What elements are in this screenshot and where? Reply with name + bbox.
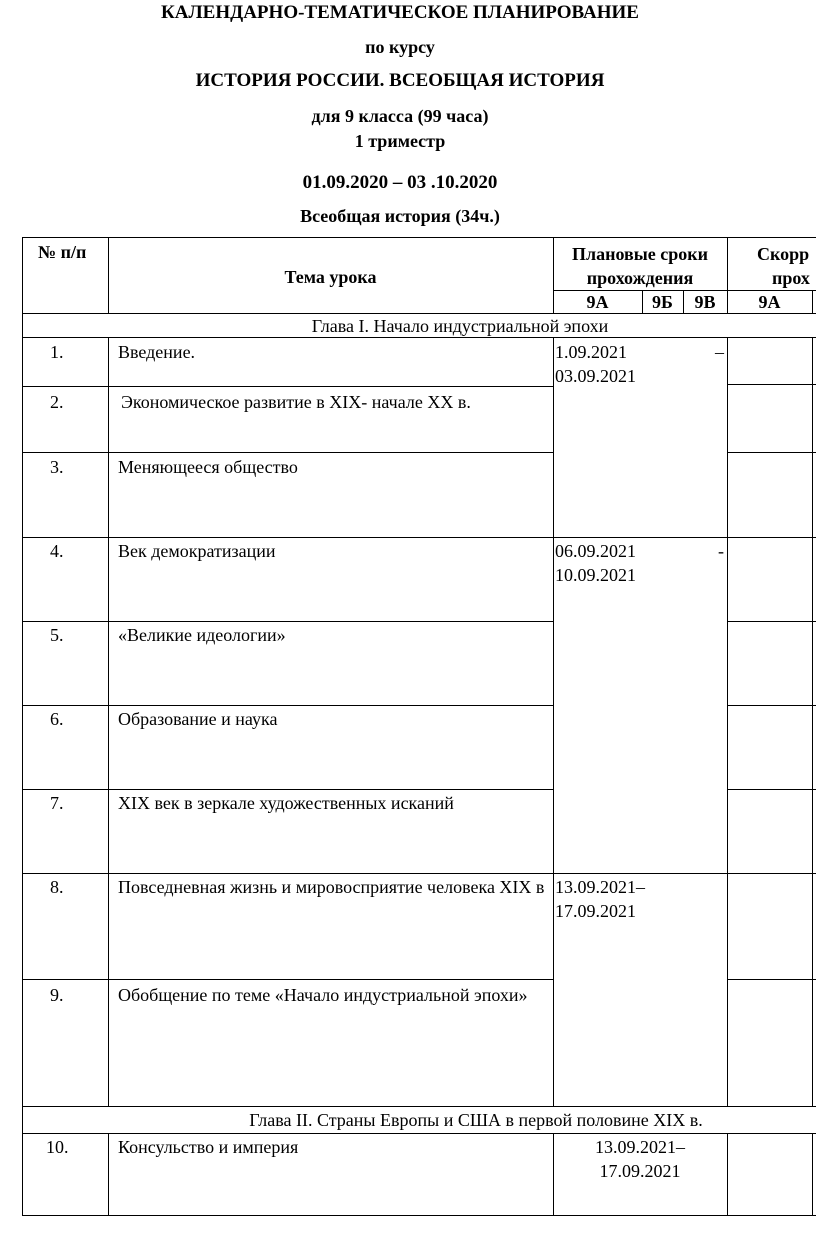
section-title: Всеобщая история (34ч.) xyxy=(300,206,500,226)
row-number: 3. xyxy=(50,457,64,477)
table-divider xyxy=(727,979,816,980)
row-topic: Меняющееся общество xyxy=(118,457,298,477)
column-header-number: № п/п xyxy=(38,242,87,262)
column-header-corrected: Скорр xyxy=(757,244,810,264)
date-range-end: 17.09.2021 xyxy=(599,1161,681,1181)
date-range-start: 1.09.2021 xyxy=(555,342,627,362)
row-topic: Образование и наука xyxy=(118,709,278,729)
date-range-dash: - xyxy=(718,541,724,561)
row-number: 9. xyxy=(50,985,64,1005)
row-topic: Консульство и империя xyxy=(118,1137,299,1157)
row-topic: XIX век в зеркале художественных исканий xyxy=(118,793,454,813)
row-number: 4. xyxy=(50,541,64,561)
column-header-planned: Плановые сроки xyxy=(571,244,709,264)
col-divider xyxy=(108,1133,109,1216)
row-number: 1. xyxy=(50,342,64,362)
col-divider xyxy=(812,290,813,314)
row-number: 8. xyxy=(50,877,64,897)
col-divider xyxy=(553,337,554,1107)
table-divider xyxy=(22,386,553,387)
table-divider xyxy=(22,873,816,874)
grade-info: для 9 класса (99 часа) xyxy=(311,106,489,126)
table-divider xyxy=(22,1106,816,1107)
table-divider xyxy=(727,384,816,385)
table-divider xyxy=(727,705,816,706)
table-divider xyxy=(727,452,816,453)
row-number: 6. xyxy=(50,709,64,729)
chapter-heading: Глава I. Начало индустриальной эпохи xyxy=(311,316,609,336)
table-divider xyxy=(22,979,553,980)
date-range-end: 10.09.2021 xyxy=(555,565,636,585)
table-divider xyxy=(22,621,553,622)
term-info: 1 триместр xyxy=(354,131,446,151)
col-divider xyxy=(108,337,109,1107)
col-divider xyxy=(727,1133,728,1216)
subheader-9b: 9Б xyxy=(652,292,673,312)
table-divider xyxy=(727,621,816,622)
subheader-9a-corrected: 9А xyxy=(758,292,781,312)
table-divider xyxy=(22,789,553,790)
column-header-planned-sub: прохождения xyxy=(586,268,694,288)
row-number: 7. xyxy=(50,793,64,813)
date-range-start: 13.09.2021– xyxy=(595,1137,685,1157)
course-prefix: по курсу xyxy=(365,37,435,57)
row-topic: Обобщение по теме «Начало индустриальной эпохи» xyxy=(118,985,528,1005)
table-border-left xyxy=(22,237,23,1216)
date-range-dash: – xyxy=(715,342,724,362)
table-divider xyxy=(22,537,816,538)
chapter-heading: Глава II. Страны Европы и США в первой половине XIX в. xyxy=(249,1110,703,1130)
page-title: КАЛЕНДАРНО-ТЕМАТИЧЕСКОЕ ПЛАНИРОВАНИЕ xyxy=(161,2,639,23)
row-number: 2. xyxy=(50,392,64,412)
row-topic: Век демократизации xyxy=(118,541,276,561)
row-topic: Экономическое развитие в XIX- начале XX в. xyxy=(121,392,471,412)
subheader-9v: 9В xyxy=(694,292,716,312)
table-divider xyxy=(727,789,816,790)
row-number: 5. xyxy=(50,625,64,645)
date-range: 01.09.2020 – 03 .10.2020 xyxy=(302,172,498,193)
table-divider xyxy=(22,705,553,706)
date-range-start: 13.09.2021– xyxy=(555,877,645,897)
col-divider xyxy=(812,1133,813,1216)
row-number: 10. xyxy=(46,1137,69,1157)
col-divider xyxy=(727,337,728,1107)
col-divider xyxy=(812,337,813,1107)
date-range-end: 17.09.2021 xyxy=(555,901,636,921)
table-divider xyxy=(22,1133,816,1134)
row-topic: Повседневная жизнь и мировосприятие человека XIX в xyxy=(118,877,545,897)
subheader-9a: 9А xyxy=(586,292,609,312)
date-range-end: 03.09.2021 xyxy=(555,366,636,386)
date-range-start: 06.09.2021 xyxy=(555,541,636,561)
table-divider xyxy=(22,452,553,453)
row-topic: Введение. xyxy=(118,342,196,362)
column-header-corrected-sub: прох xyxy=(772,268,810,288)
table-border-top xyxy=(22,237,816,238)
course-name: ИСТОРИЯ РОССИИ. ВСЕОБЩАЯ ИСТОРИЯ xyxy=(195,70,605,91)
table-border-bottom xyxy=(22,1215,816,1216)
column-header-topic: Тема урока xyxy=(284,267,377,287)
row-topic: «Великие идеологии» xyxy=(118,625,286,645)
